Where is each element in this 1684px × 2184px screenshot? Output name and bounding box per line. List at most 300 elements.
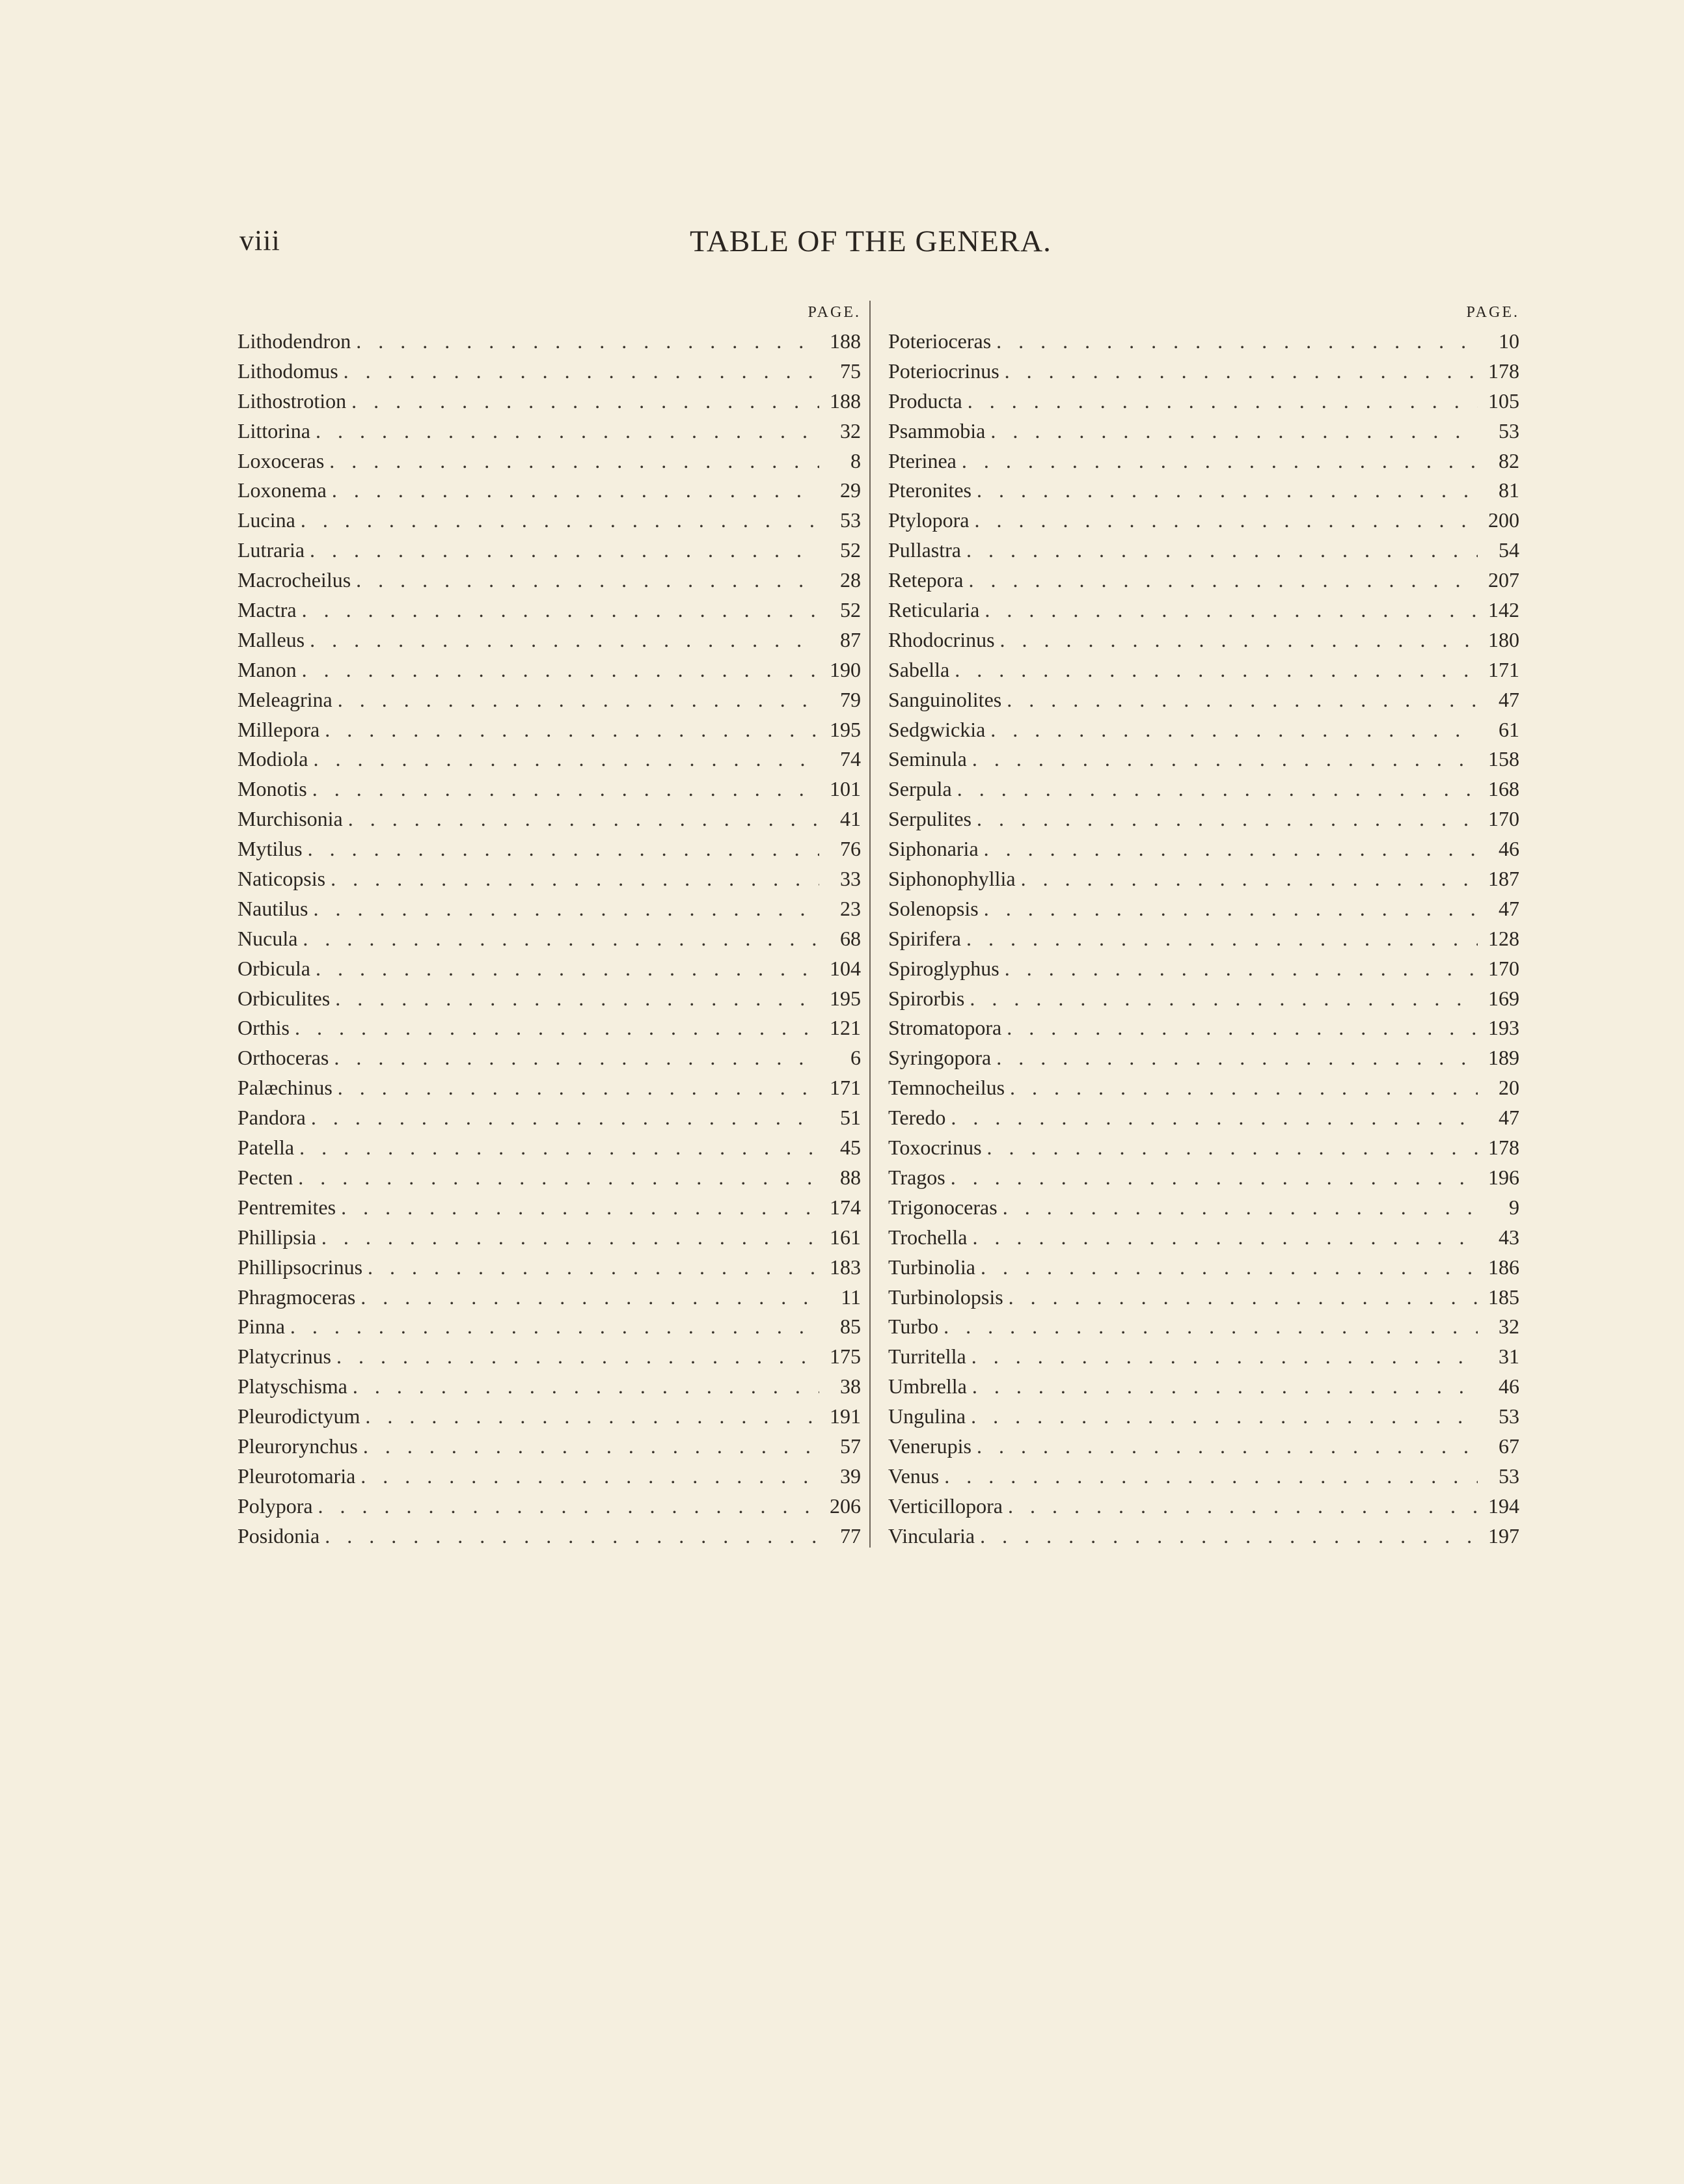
index-entry (238, 625, 861, 655)
index-entry (888, 1223, 1519, 1253)
page-reference: 52 (840, 538, 861, 562)
genus-name: Phragmoceras (238, 1285, 356, 1309)
index-entry (238, 834, 861, 864)
page-reference: 171 (830, 1076, 861, 1100)
index-entry (888, 1253, 1519, 1283)
page-reference: 185 (1488, 1285, 1519, 1309)
page-reference: 161 (830, 1225, 861, 1249)
dot-leader (360, 1462, 819, 1492)
genus-name: Venerupis (888, 1434, 971, 1458)
dot-leader (977, 804, 1478, 834)
index-entry (238, 864, 861, 894)
genus-name: Pleurotomaria (238, 1464, 356, 1488)
dot-leader (981, 1253, 1478, 1283)
index-entry (238, 416, 861, 446)
genus-name: Trigonoceras (888, 1195, 998, 1219)
dot-leader (356, 566, 819, 595)
page-reference: 196 (1488, 1165, 1519, 1189)
index-entry (888, 804, 1519, 834)
page-reference: 87 (840, 627, 861, 651)
dot-leader (368, 1253, 819, 1283)
index-entry (888, 924, 1519, 954)
genus-name: Monotis (238, 777, 307, 801)
genus-name: Meleagrina (238, 687, 333, 711)
dot-leader (313, 744, 819, 774)
page-column-header: PAGE. (808, 304, 861, 321)
dot-leader (972, 744, 1478, 774)
index-entry (238, 1462, 861, 1492)
page-reference: 74 (840, 747, 861, 771)
index-entry (238, 1492, 861, 1522)
index-entry (238, 536, 861, 566)
page-reference: 169 (1488, 986, 1519, 1010)
genus-name: Pandora (238, 1106, 306, 1130)
dot-leader (951, 1103, 1478, 1133)
genus-name: Nautilus (238, 896, 308, 920)
genus-name: Patella (238, 1136, 295, 1160)
dot-leader (1009, 1283, 1478, 1313)
dot-leader (310, 625, 819, 655)
page-reference: 31 (1499, 1345, 1519, 1369)
genus-name: Polypora (238, 1494, 313, 1518)
page-reference: 77 (840, 1523, 861, 1548)
page-reference: 10 (1499, 329, 1519, 353)
index-entry (888, 1522, 1519, 1551)
dot-leader (338, 685, 819, 715)
dot-leader (962, 446, 1478, 476)
index-entry (238, 595, 861, 625)
genus-name: Turbo (888, 1315, 939, 1339)
dot-leader (341, 1193, 819, 1223)
page-reference: 45 (840, 1136, 861, 1160)
page-reference: 53 (1499, 1464, 1519, 1488)
dot-leader (974, 506, 1478, 536)
genus-name: Lutraria (238, 538, 305, 562)
page-reference: 101 (830, 777, 861, 801)
dot-leader (1000, 625, 1478, 655)
index-entry (888, 1283, 1519, 1313)
index-entry (888, 625, 1519, 655)
index-entry (888, 1432, 1519, 1462)
page-reference: 67 (1499, 1434, 1519, 1458)
dot-leader (335, 984, 819, 1014)
page-reference: 178 (1488, 1136, 1519, 1160)
genus-name: Orthoceras (238, 1046, 329, 1070)
genus-name: Teredo (888, 1106, 946, 1130)
genus-name: Ungulina (888, 1404, 966, 1428)
index-entry (888, 1492, 1519, 1522)
index-entry (888, 536, 1519, 566)
genus-name: Loxoceras (238, 448, 325, 472)
page-reference: 47 (1499, 1106, 1519, 1130)
genus-name: Sabella (888, 657, 950, 681)
dot-leader (980, 1522, 1478, 1551)
page-reference: 33 (840, 867, 861, 891)
genus-name: Phillipsocrinus (238, 1255, 363, 1279)
page-reference: 75 (840, 359, 861, 383)
dot-leader (972, 1223, 1478, 1253)
genus-name: Lithodendron (238, 329, 351, 353)
dot-leader (295, 1013, 819, 1043)
page-column-header: PAGE. (1466, 304, 1519, 321)
dot-leader (987, 1133, 1478, 1163)
genus-name: Naticopsis (238, 867, 326, 891)
genus-name: Pecten (238, 1165, 293, 1189)
dot-leader (977, 476, 1478, 506)
page-reference: 121 (830, 1016, 861, 1040)
index-entry (888, 1043, 1519, 1073)
page-reference: 82 (1499, 448, 1519, 472)
genus-name: Modiola (238, 747, 308, 771)
page-reference: 52 (840, 598, 861, 622)
page-reference: 188 (830, 389, 861, 413)
index-entry (888, 1402, 1519, 1432)
page-reference: 23 (840, 896, 861, 920)
dot-leader (969, 566, 1478, 595)
dot-leader (966, 536, 1478, 566)
genus-name: Spiroglyphus (888, 956, 999, 980)
page-reference: 57 (840, 1434, 861, 1458)
genus-name: Mactra (238, 598, 297, 622)
index-entry (238, 744, 861, 774)
index-entry (238, 1432, 861, 1462)
page-reference: 197 (1488, 1523, 1519, 1548)
genus-name: Phillipsia (238, 1225, 316, 1249)
index-entry (888, 655, 1519, 685)
genus-name: Psammobia (888, 418, 986, 443)
genus-name: Stromatopora (888, 1016, 1002, 1040)
dot-leader (321, 1223, 819, 1253)
dot-leader (334, 1043, 819, 1073)
page-reference: 81 (1499, 478, 1519, 502)
genus-name: Poteriocrinus (888, 359, 999, 383)
index-entry (888, 506, 1519, 536)
dot-leader (1010, 1073, 1478, 1103)
genus-name: Seminula (888, 747, 967, 771)
index-entry (888, 715, 1519, 745)
index-entry (888, 387, 1519, 416)
dot-leader (336, 1342, 819, 1372)
genus-name: Umbrella (888, 1374, 967, 1399)
index-entry (888, 864, 1519, 894)
page-reference: 28 (840, 568, 861, 592)
dot-leader (955, 655, 1478, 685)
dot-leader (1007, 1013, 1478, 1043)
dot-leader (301, 506, 819, 536)
page-reference: 46 (1499, 1374, 1519, 1399)
genus-name: Venus (888, 1464, 940, 1488)
genera-column-right (888, 298, 1519, 1551)
dot-leader (318, 1492, 819, 1522)
index-entry (238, 685, 861, 715)
genus-name: Orthis (238, 1016, 290, 1040)
page-reference: 174 (830, 1195, 861, 1219)
dot-leader (996, 327, 1478, 357)
dot-leader (971, 1342, 1478, 1372)
page-reference: 88 (840, 1165, 861, 1189)
genus-name: Temnocheilus (888, 1076, 1005, 1100)
dot-leader (325, 715, 819, 745)
genus-name: Palæchinus (238, 1076, 333, 1100)
dot-leader (1007, 685, 1478, 715)
page-reference: 186 (1488, 1255, 1519, 1279)
dot-leader (1003, 1193, 1478, 1223)
dot-leader (356, 327, 819, 357)
dot-leader (348, 804, 819, 834)
page-reference: 54 (1499, 538, 1519, 562)
dot-leader (1008, 1492, 1478, 1522)
page-reference: 53 (840, 508, 861, 532)
genus-name: Manon (238, 657, 297, 681)
genus-name: Loxonema (238, 478, 327, 502)
page-reference: 142 (1488, 598, 1519, 622)
index-entry (888, 774, 1519, 804)
index-entry (888, 1342, 1519, 1372)
page-reference: 104 (830, 956, 861, 980)
dot-leader (971, 1402, 1478, 1432)
index-entry (888, 685, 1519, 715)
dot-leader (332, 476, 819, 506)
index-entry (888, 744, 1519, 774)
index-entry (888, 327, 1519, 357)
dot-leader (966, 924, 1478, 954)
genus-name: Turbinolopsis (888, 1285, 1003, 1309)
page-reference: 11 (841, 1285, 861, 1309)
genera-column-left (238, 298, 861, 1551)
dot-leader (360, 1283, 819, 1313)
genus-name: Platycrinus (238, 1345, 331, 1369)
page-reference: 32 (840, 418, 861, 443)
index-entry (888, 1073, 1519, 1103)
dot-leader (338, 1073, 819, 1103)
page-reference: 170 (1488, 956, 1519, 980)
dot-leader (329, 446, 819, 476)
dot-leader (310, 536, 819, 566)
dot-leader (312, 774, 819, 804)
page-reference: 207 (1488, 568, 1519, 592)
page-reference: 47 (1499, 687, 1519, 711)
genus-name: Nucula (238, 926, 298, 950)
page-reference: 9 (1509, 1195, 1519, 1219)
genus-name: Ptylopora (888, 508, 970, 532)
page-reference: 168 (1488, 777, 1519, 801)
genus-name: Turbinolia (888, 1255, 975, 1279)
genus-name: Pteronites (888, 478, 971, 502)
dot-leader (351, 387, 819, 416)
index-entry (238, 566, 861, 595)
page-reference: 206 (830, 1494, 861, 1518)
genus-name: Reticularia (888, 598, 980, 622)
page-reference: 195 (830, 986, 861, 1010)
dot-leader (972, 1372, 1478, 1402)
dot-leader (365, 1402, 819, 1432)
page-reference: 175 (830, 1345, 861, 1369)
genus-name: Mytilus (238, 837, 303, 861)
genus-name: Toxocrinus (888, 1136, 982, 1160)
index-entry (238, 1073, 861, 1103)
index-entry (238, 1283, 861, 1313)
dot-leader (990, 416, 1478, 446)
page-reference: 38 (840, 1374, 861, 1399)
index-entry (238, 1522, 861, 1551)
dot-leader (325, 1522, 819, 1551)
page-reference: 61 (1499, 717, 1519, 741)
genus-name: Spirorbis (888, 986, 965, 1010)
page-reference: 8 (850, 448, 861, 472)
page-reference: 193 (1488, 1016, 1519, 1040)
genus-name: Solenopsis (888, 896, 979, 920)
page-reference: 170 (1488, 807, 1519, 831)
page-reference: 41 (840, 807, 861, 831)
dot-leader (311, 1103, 819, 1133)
index-entry (888, 1462, 1519, 1492)
genus-name: Platyschisma (238, 1374, 347, 1399)
genus-name: Serpula (888, 777, 952, 801)
genus-name: Rhodocrinus (888, 627, 995, 651)
index-entry (238, 924, 861, 954)
index-entry (238, 357, 861, 387)
genus-name: Tragos (888, 1165, 945, 1189)
dot-leader (944, 1312, 1478, 1342)
index-entry (888, 416, 1519, 446)
page-reference: 53 (1499, 1404, 1519, 1428)
page-reference: 29 (840, 478, 861, 502)
page-reference: 53 (1499, 418, 1519, 443)
page-reference: 32 (1499, 1315, 1519, 1339)
dot-leader (313, 894, 819, 924)
genus-name: Producta (888, 389, 962, 413)
index-entry (238, 1253, 861, 1283)
genus-name: Siphonophyllia (888, 867, 1016, 891)
page-reference: 191 (830, 1404, 861, 1428)
index-entry (238, 387, 861, 416)
page-reference: 187 (1488, 867, 1519, 891)
index-entry (888, 357, 1519, 387)
index-entry (238, 1103, 861, 1133)
genus-name: Lithodomus (238, 359, 338, 383)
genus-name: Pterinea (888, 448, 957, 472)
dot-leader (996, 1043, 1478, 1073)
dot-leader (957, 774, 1478, 804)
dot-leader (970, 984, 1478, 1014)
dot-leader (316, 416, 819, 446)
index-entry (238, 506, 861, 536)
index-entry (238, 715, 861, 745)
dot-leader (363, 1432, 819, 1462)
genus-name: Verticillopora (888, 1494, 1003, 1518)
dot-leader (302, 655, 819, 685)
genus-name: Murchisonia (238, 807, 343, 831)
index-entry (238, 655, 861, 685)
index-entry (888, 834, 1519, 864)
index-entry (238, 1312, 861, 1342)
dot-leader (951, 1163, 1478, 1193)
dot-leader (984, 834, 1478, 864)
genus-name: Vincularia (888, 1523, 975, 1548)
page-reference: 43 (1499, 1225, 1519, 1249)
page-title: TABLE OF THE GENERA. (690, 225, 1052, 258)
index-entry (888, 595, 1519, 625)
page-reference: 39 (840, 1464, 861, 1488)
page-reference: 180 (1488, 627, 1519, 651)
column-divider (869, 301, 871, 1548)
page-reference: 51 (840, 1106, 861, 1130)
page-reference: 183 (830, 1255, 861, 1279)
index-entry (888, 1372, 1519, 1402)
page-reference: 46 (1499, 837, 1519, 861)
page-reference: 195 (830, 717, 861, 741)
genus-name: Littorina (238, 418, 310, 443)
dot-leader (985, 595, 1478, 625)
page-reference: 20 (1499, 1076, 1519, 1100)
genus-name: Syringopora (888, 1046, 992, 1070)
page-reference: 6 (850, 1046, 861, 1070)
index-entry (238, 446, 861, 476)
index-entry (888, 954, 1519, 984)
genus-name: Retepora (888, 568, 964, 592)
dot-leader (977, 1432, 1478, 1462)
page-reference: 158 (1488, 747, 1519, 771)
index-entry (888, 1163, 1519, 1193)
index-entry (888, 446, 1519, 476)
genus-name: Lucina (238, 508, 295, 532)
dot-leader (290, 1312, 819, 1342)
dot-leader (1021, 864, 1478, 894)
genus-name: Sanguinolites (888, 687, 1002, 711)
index-entry (888, 476, 1519, 506)
index-entry (238, 1043, 861, 1073)
genus-name: Serpulites (888, 807, 971, 831)
genus-name: Millepora (238, 717, 320, 741)
index-entry (888, 894, 1519, 924)
genus-name: Macrocheilus (238, 568, 351, 592)
dot-leader (331, 864, 819, 894)
page-reference: 79 (840, 687, 861, 711)
genus-name: Malleus (238, 627, 305, 651)
index-entry (238, 327, 861, 357)
page-reference: 128 (1488, 926, 1519, 950)
page-reference: 178 (1488, 359, 1519, 383)
genus-name: Pentremites (238, 1195, 336, 1219)
index-entry (238, 1372, 861, 1402)
index-entry (888, 1133, 1519, 1163)
genus-name: Poterioceras (888, 329, 992, 353)
genus-name: Sedgwickia (888, 717, 986, 741)
index-entry (238, 1223, 861, 1253)
dot-leader (944, 1462, 1478, 1492)
index-entry (238, 804, 861, 834)
dot-leader (316, 954, 819, 984)
dot-leader (303, 924, 819, 954)
dot-leader (1005, 357, 1478, 387)
genus-name: Lithostrotion (238, 389, 347, 413)
index-entry (888, 1103, 1519, 1133)
genus-name: Turritella (888, 1345, 966, 1369)
index-entry (888, 1193, 1519, 1223)
page-reference: 190 (830, 657, 861, 681)
genus-name: Orbiculites (238, 986, 331, 1010)
page-reference: 171 (1488, 657, 1519, 681)
page-reference: 194 (1488, 1494, 1519, 1518)
genus-name: Orbicula (238, 956, 310, 980)
index-entry (238, 984, 861, 1014)
genus-name: Siphonaria (888, 837, 979, 861)
page-reference: 85 (840, 1315, 861, 1339)
genus-name: Pleurorynchus (238, 1434, 358, 1458)
dot-leader (1005, 954, 1478, 984)
index-entry (888, 1312, 1519, 1342)
dot-leader (990, 715, 1478, 745)
